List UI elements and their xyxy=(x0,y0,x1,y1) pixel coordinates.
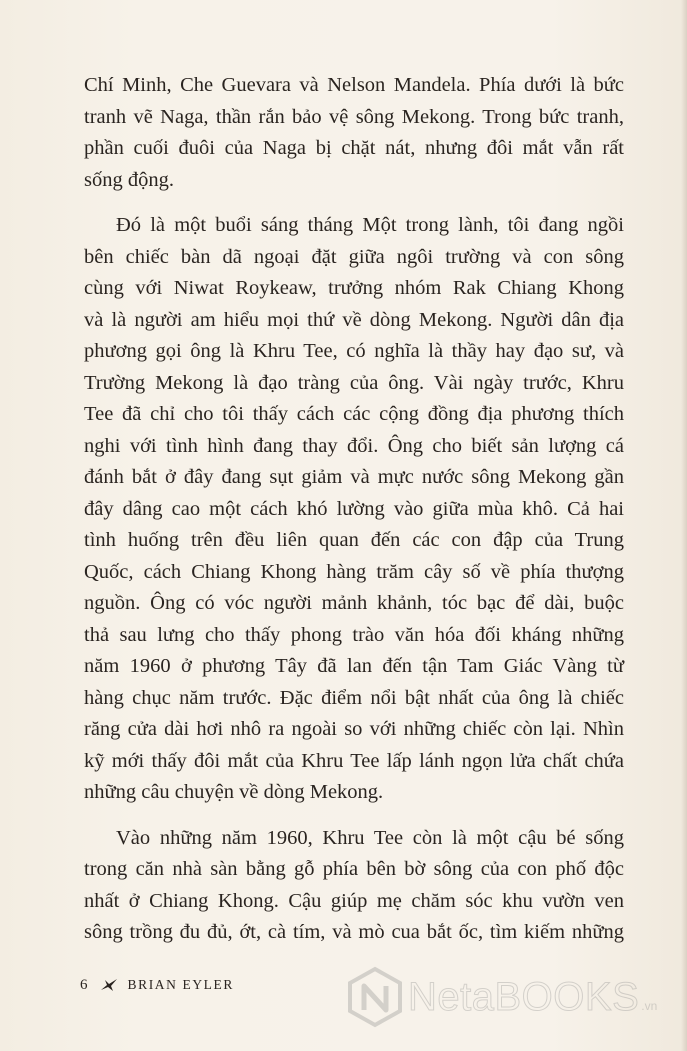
text-line: sông trồng đu đủ, ớt, cà tím, và mò cua bắt ốc, tìm kiếm những xyxy=(84,921,624,943)
paragraph-2 xyxy=(84,210,624,809)
paragraph-1 xyxy=(84,70,624,196)
text-line: và là người am hiểu mọi thứ về dòng Mekong. Người dân địa xyxy=(84,308,624,331)
text-line: trong căn nhà sàn bằng gỗ phía bên bờ sông của con phố độc xyxy=(84,858,624,880)
text-line: nguồn. Ông có vóc người mảnh khảnh, tóc bạc để dài, buộc xyxy=(84,592,624,614)
page-edge-shadow xyxy=(681,0,687,1051)
text-line: Trường Mekong là đạo tràng của ông. Vài ngày trước, Khru xyxy=(84,371,624,394)
text-line: nghi với tình hình đang thay đổi. Ông cho biết sản lượng cá xyxy=(84,434,624,457)
watermark-suffix: .vn xyxy=(641,999,658,1013)
text-line: Vào những năm 1960, Khru Tee còn là một cậu bé sống xyxy=(116,826,624,849)
text-line: tình huống trên đều liên quan đến các con đập của Trung xyxy=(84,529,624,551)
bird-silhouette-icon xyxy=(100,978,118,992)
text-line: phương gọi ông là Khru Tee, có nghĩa là thầy hay đạo sư, và xyxy=(84,340,624,362)
text-line: Quốc, cách Chiang Khong hàng trăm cây số về phía thượng xyxy=(84,560,624,583)
netabooks-hexagon-logo-icon xyxy=(346,966,404,1028)
page-footer xyxy=(80,974,234,996)
text-line: phần cuối đuôi của Naga bị chặt nát, nhưng đôi mắt vẫn rất xyxy=(84,137,624,159)
text-line: tranh vẽ Naga, thần rắn bảo vệ sông Mekong. Trong bức tranh, xyxy=(84,105,624,128)
text-line: hàng chục năm trước. Đặc điểm nổi bật nhất của ông là chiếc xyxy=(84,686,624,709)
text-line: đây dâng cao một cách khó lường vào giữa mùa khô. Cả hai xyxy=(84,497,624,520)
netabooks-watermark xyxy=(346,964,657,1030)
text-line: đánh bắt ở đây đang sụt giảm và mực nước sông Mekong gần xyxy=(84,466,624,488)
text-line: bên chiếc bàn dã ngoại đặt giữa ngôi trường và con sông xyxy=(84,245,624,268)
body-text xyxy=(84,70,624,963)
text-line: sống động. xyxy=(84,168,174,191)
paragraph-3 xyxy=(84,823,624,949)
text-line: năm 1960 ở phương Tây đã lan đến tận Tam Giác Vàng từ xyxy=(84,655,624,677)
text-line: Chí Minh, Che Guevara và Nelson Mandela. Phía dưới là bức xyxy=(84,74,624,96)
text-line: những câu chuyện về dòng Mekong. xyxy=(84,781,384,803)
text-line: răng cửa dài hơi nhô ra ngoài so với những chiếc còn lại. Nhìn xyxy=(84,718,624,740)
text-line: nhất ở Chiang Khong. Cậu giúp mẹ chăm sóc khu vườn ven xyxy=(84,889,624,912)
text-line: Đó là một buổi sáng tháng Một trong lành, tôi đang ngồi xyxy=(116,214,624,236)
text-line: cùng với Niwat Roykeaw, trưởng nhóm Rak Chiang Khong xyxy=(84,277,624,299)
watermark-text: NetaBOOKS xyxy=(408,974,640,1019)
text-line: kỹ mới thấy đôi mắt của Khru Tee lấp lánh ngọn lửa chất chứa xyxy=(84,749,624,772)
page-number: 6 xyxy=(80,976,88,993)
text-line: Tee đã chỉ cho tôi thấy cách các cộng đồng địa phương thích xyxy=(84,403,624,425)
author-name: BRIAN EYLER xyxy=(127,977,234,992)
text-line: thả sau lưng cho thấy phong trào văn hóa đối kháng những xyxy=(84,623,624,646)
